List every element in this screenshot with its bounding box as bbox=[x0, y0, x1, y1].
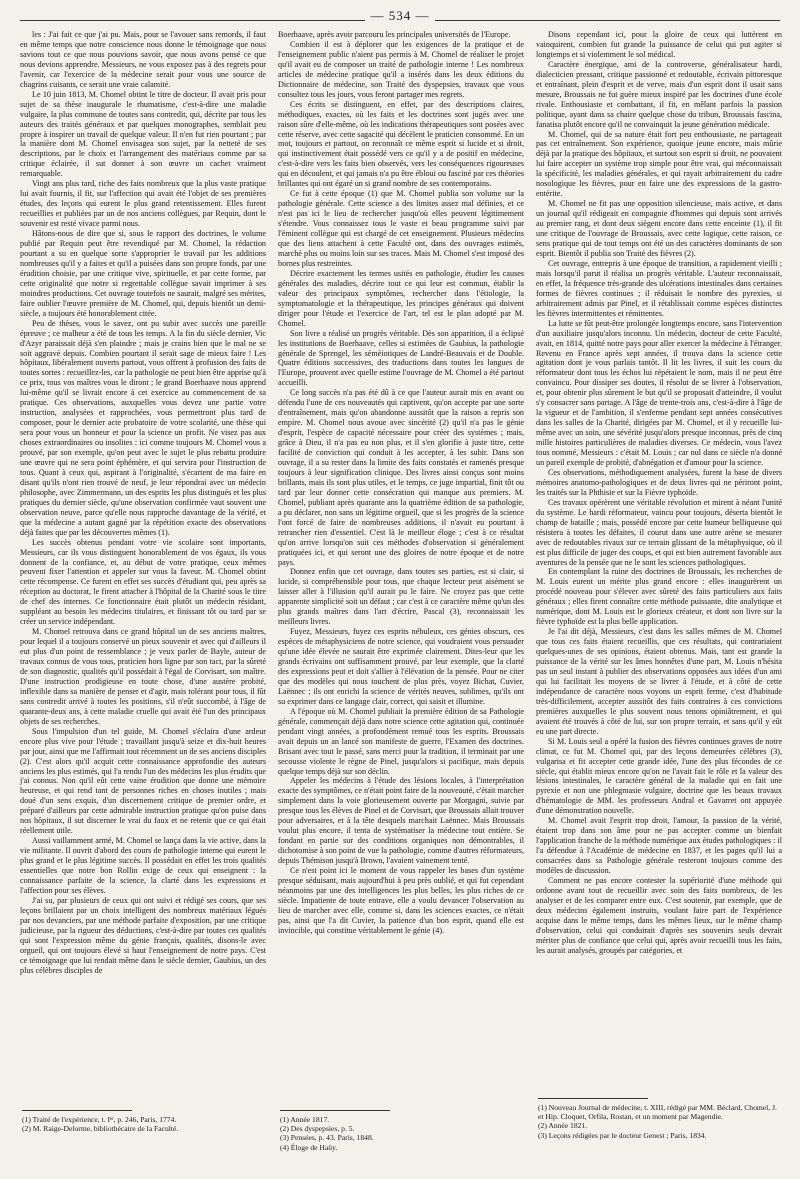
footnote: (1) Nouveau Journal de médecine, t. XIII, rédigé par MM. Béclard, Chomel, J. et Hip. Cloquet, Orfila, Rostan, et un moment par Magendie. bbox=[538, 1103, 777, 1122]
paragraph: Caractère énergique, ami de la controverse, généralisateur hardi, dialecticien pressant, critique passionné et redoutable, écrivain pittoresque et entraînant, plein d'esprit et de verve, mais d'un esprit dont il usait sans mesure, Broussais ne fut guère mieux inspiré par les doctrines d'une école rivale. Enthousiaste et combattant, il fit, en mêlant parfois la passion politique, ayant dans sa chaire quelque chose du tribun, Broussais fascina, fanatisa plutôt encore qu'il ne convainquit la jeune génération médicale. bbox=[536, 59, 782, 129]
paragraph: Hâtons-nous de dire que si, sous le rapport des doctrines, le volume publié par Requin peut être revendiqué par M. Chomel, la rédaction pourtant a su en quelque sorte s'approprier le travail par les additions nombreuses qu'il y a faites et qu'il a puisées dans son propre fonds, par une érudition choisie, par une critique vive, spirituelle, et par cette forme, par cette originalité que notre si regrettable collègue savait imprimer à ses moindres productions. Cet ouvrage toutefois ne saurait, malgré ses mérites, faire oublier l'œuvre première de M. Chomel, qui, depuis bientôt un demi-siècle, a toujours été honorablement citée. bbox=[20, 229, 266, 318]
paragraph: Boerhaave, après avoir parcouru les principales universités de l'Europe. bbox=[278, 30, 511, 39]
paragraph: Sous l'impulsion d'un tel guide, M. Chomel s'éclaira d'une ardeur encore plus vive pour l'étude ; travaillant jusqu'à seize et dix-huit heures par jour, ainsi que me l'affirmait tout récemment un de ses anciens disciples (2). C'est alors qu'il acquit cette connaissance approfondie des auteurs anciens les plus estimés, qui l'a rendu l'un des médecins les plus érudits que j'ai connus. Non qu'il eût cette vaine érudition que donne une mémoire heureuse, et qui rend tant de personnes riches en choses inutiles ; mais doué d'un sens exquis, d'un discernement critique de premier ordre, et préparé d'ailleurs par cette admirable instruction pratique qu'on puise dans nos hôpitaux, il sut discerner le vrai du faux et ne retenir que ce qui était réellement utile. bbox=[20, 726, 266, 836]
header-rule-left bbox=[20, 20, 365, 21]
footnote: (4) Éloge de Haüy. bbox=[280, 1142, 338, 1152]
paragraph: Donnez enfin que cet ouvrage, dans toutes ses parties, est si clair, si lucide, si compréhensible pour tous, que chaque lecteur peut aisément se laisser aller à l'illusion qu'il aurait pu le faire. Ne croyez pas que cette apparente simplicité soit un défaut ; car c'est à ce caractère même qu'un des plus grands maîtres dans l'art d'écrire, Pascal (3), reconnaissait les meilleurs livres. bbox=[278, 567, 524, 627]
paragraph: Ce fut à cette époque (1) que M. Chomel publia son volume sur la pathologie générale. Cette science a des limites assez mal définies, et ce n'est pas ici le lieu de rechercher jusqu'où elles peuvent légitimement s'étendre. Vous connaissez tous le vaste et beau programme suivi par l'éminent collègue qui est chargé de cet enseignement. Plusieurs médecins que des liens attachent à cette Faculté ont, dans des ouvrages estimés, marché plus ou moins loin sur ses traces. Mais M. Chomel s'est imposé des bornes plus restreintes. bbox=[278, 189, 524, 268]
paragraph: Ce n'est point ici le moment de vous rappeler les bases d'un système presque séduisant, mais aujourd'hui à peu près oublié, et qui fut cependant néanmoins par une des intelligences les plus belles, les plus riches de ce siècle. Impatiente de toute entrave, elle a voulu devancer l'observation au lieu de marcher avec elle, comme si, dans les sciences exactes, ce n'était pas, ainsi que l'a dit Cuvier, la patience d'un bon esprit, quand elle est invincible, qui constitue véritablement le génie (4). bbox=[278, 866, 524, 935]
footnotes-column-3 bbox=[538, 1098, 778, 1140]
paragraph: La lutte se fût peut-être prolongée longtemps encore, sans l'intervention d'un auxiliaire jusqu'alors inconnu. Un médecin, docteur de cette Faculté, avait, en 1814, quitté notre pays pour aller exercer la médecine à l'étranger. Revenu en France après sept années, il trouva dans la science cette agitation dont je vous parlais tantôt. Il lit les livres, il suit les cours du réformateur dont tous les échos lui répétaient le nom, mais il ne peut être convaincu. Pour dissiper ses doutes, il résolut de se livrer à l'observation, et, pour obtenir plus sûrement le but qu'il se proposait d'atteindre, il voulut s'y consacrer sans partage. A l'âge de trente-trois ans, c'est-à-dire à l'âge de la vigueur et de l'ambition, il s'enferme pendant sept années consécutives dans les salles de la Charité, dirigées par M. Chomel, et il y recueille lui-même avec un soin, une sévérité jusqu'alors presque inconnus, près de cinq mille histoires particulières de maladies diverses. Ce médecin, vous l'avez tous nommé, Messieurs : c'était M. Louis ; car nul dans ce siècle n'a donné un pareil exemple de probité, d'abnégation et d'amour pour la science. bbox=[536, 318, 782, 467]
text-column-1 bbox=[20, 30, 266, 976]
paragraph: M. Chomel avait l'esprit trop droit, l'amour, la passion de la vérité, étaient trop dans son âme pour ne pas accepter comme un bienfait l'application franche de la méthode numérique aux études pathologiques : il l'a défendue à l'Académie de médecine en 1837, et les pages qu'il lui a consacrées dans sa Pathologie générale resteront toujours comme des modèles de discussion. bbox=[536, 816, 782, 876]
paragraph: Je l'ai dit déjà, Messieurs, c'est dans les salles mêmes de M. Chomel que tous ces faits étaient recueillis, que ces résultats, qui contrariaient quelques-unes de ses opinions, étaient obtenus. Mais, tant est grande la puissance de la vérité sur les âmes honnêtes d'une part, M. Louis n'hésita pas un seul instant à publier des observations opposées aux idées d'un ami qui lui facilitait les moyens de se livrer à l'étude, et à côté de cette indépendance de caractère nous voyons un esprit ferme, c'est d'habitude très-difficilement, accepter aussitôt des faits contraires à ces convictions premières auxquelles le plus souvent nous tenons opiniâtrement, et qui avaient été trouvés à côté de lui, sur son propre terrain, et sans qu'il y eût eu une part directe. bbox=[536, 627, 782, 736]
paragraph: Fuyez, Messieurs, fuyez ces esprits nébuleux, ces génies obscurs, ces espèces de métaphysiciens de notre science, qui voudraient vous persuader qu'une idée élevée ne saurait être exprimée clairement. Dites-leur que les grands écrivains ont suffisamment prouvé, par leur exemple, que la clarté des expressions peut et doit s'allier à l'élévation de la pensée. Pour ne citer que des modèles qui nous touchent de plus près, voyez Bichat, Cuvier, Laënnec ; ils ont enrichi la science de vérités neuves, sublimes, qu'ils ont su exprimer dans ce langage clair, correct, qui saisit et illumine. bbox=[278, 627, 524, 706]
footnote: (2) M. Raige-Delorme, bibliothécaire de la Faculté. bbox=[22, 1124, 179, 1134]
text-column-3 bbox=[536, 30, 782, 956]
paragraph: Son livre a réalisé un progrès véritable. Dès son apparition, il a éclipsé les institutions de Boerhaave, celles si estimées de Gaubius, la pathologie générale de Sprengel, les séméiotiques de Landré-Beauvais et de Double. Quatre éditions successives, des traductions dans toutes les langues de l'Europe, prouvent avec quelle estime l'ouvrage de M. Chomel a été partout accueilli. bbox=[278, 328, 524, 388]
footnote-rule bbox=[22, 1110, 132, 1111]
paragraph: Disons cependant ici, pour la gloire de ceux qui luttèrent en vainquirent, combien fut grande la puissance de celui qui put agiter si longtemps et si violemment le sol médical. bbox=[536, 30, 782, 59]
paragraph: Aussi vaillamment armé, M. Chomel se lança dans la vie active, dans la vie militante. Il ouvrit d'abord des cours de pathologie interne qui eurent le plus grand et le plus légitime succès. Il possédait en effet les trois qualités essentielles que notre bon Rollin exige de ceux qui enseignent : la connaissance parfaite de la science, la clarté dans les expressions et l'affection pour ses élèves. bbox=[20, 836, 266, 895]
paragraph: M. Chomel ne fit pas une opposition silencieuse, mais active, et dans un journal qu'il rédigeait en compagnie d'hommes qui depuis sont arrivés au premier rang, et dont deux siègent encore dans cette enceinte (1), il fit une critique de l'ouvrage de Broussais, avec cette logique, cette raison, ce sens pratique qui de tout temps ont été un des caractères dominants de son esprit. Bientôt il publia son Traité des fièvres (2). bbox=[536, 199, 782, 258]
footnotes-column-1 bbox=[22, 1110, 262, 1133]
paragraph: Ces travaux opérèrent une véritable révolution et mirent à néant l'unité du système. Le hardi réformateur, vaincu pour toujours, déserta bientôt le champ de bataille ; mais, possédé encore par cette humeur belliqueuse qui résistera à toutes les défaites, il courut dans une autre arène se mesurer avec de redoutables rivaux sur ce terrain glissant de la métaphysique, où il est plus difficile de juger des coups, et qui est bien autrement favorable aux aventures de la pensée que ne le sont les sciences pathologiques. bbox=[536, 497, 782, 567]
paragraph: Comment ne pas encore contester la supériorité d'une méthode qui ordonne avant tout de recueillir avec soin des faits nombreux, de les analyser et de les comparer entre eux. C'est soutenir, par exemple, que de deux médecins également instruits, voulant faire part de l'expérience acquise dans le même temps, dans les mêmes lieux, sur le même champ d'observation, celui qui conduirait d'après ses souvenirs seuls devrait mériter plus de confiance que celui qui, après avoir recueilli tous les faits, les aurait analysés, groupés par catégories, et bbox=[536, 876, 782, 955]
paragraph: Peu de thèses, vous le savez, ont pu subir avec succès une pareille épreuve ; ce malheur a été de tous les temps. A la fin du siècle dernier, Vic d'Azyr paraissait déjà s'en plaindre ; mais je crains bien que le mal ne se soit aggravé depuis. Combien pourtant il serait sage de mieux faire ! Les hôpitaux, libéralement ouverts partout, vous offrent à profusion des faits de toutes sortes : recueillez-les, car la pathologie ne peut bien être apprise qu'à ce prix, tous vos maîtres vous le diront ; le grand Boerhaave nous apprend lui-même qu'il se livrait encore à cet exercice au commencement de sa pratique. Ces observations, auxquelles vous devez une partie votre instruction, analysées et rapprochées, vous permettront plus tard de composer, pour le dernier acte probatoire de votre scolarité, une thèse qui sera pour vous un honneur et pour la science un profit. Ne visez pas aux choses extraordinaires ou insolites : ici comme toujours M. Chomel vous a prouvé, par son exemple, qu'on peut avec le sujet le plus rebattu produire une œuvre qui ne sera point éphémère, et qui servira pour l'instruction de tous. Quant à ceux qui, aspirant à l'originalité, s'écartent de ma faire en disant qu'ils n'ont rien trouvé de neuf, je leur répondrai avec un médecin philosophe, avec Zimmermann, un des esprits les plus distingués et les plus pratiques du dernier siècle, qu'une observation confirmée vaut souvent une observation neuve, parce qu'elle nous rapproche davantage de la vérité, et que la médecine a autant gagné par la répétition exacte des observations déjà faites que par les découvertes mêmes (1). bbox=[20, 318, 266, 537]
paragraph: les : J'ai fait ce que j'ai pu. Mais, pour se l'avouer sans remords, il faut en même temps que notre conscience nous donne le témoignage que nous savions tout ce que nous pouvions savoir, que nous avons pensé ce que nous devions apprendre. Messieurs, ne vous exposez pas à des regrets pour l'avenir, car l'exercice de la médecine serait pour vous une source de chagrins cuisants, ce serait une vraie calamité. bbox=[20, 30, 266, 89]
paragraph: Vingt ans plus tard, riche des faits nombreux que la plus vaste pratique lui avait fournis, il fit, sur l'affection qui avait été l'objet de ses premières études, des leçons qui eurent le plus grand retentissement. Elles furent recueillies et publiées par un de nos anciens collègues, par Requin, dont le souvenir est resté vivace parmi nous. bbox=[20, 179, 266, 229]
paragraph: Décrire exactement les termes usités en pathologie, étudier les causes générales des maladies, décrire tout ce qui leur est commun, établir la valeur des principaux symptômes, rechercher dans l'étiologie, la symptomatologie et la thérapeutique, les principes généraux qui doivent diriger pour l'étude et l'exercice de l'art, tel est le plan adopté par M. Chomel. bbox=[278, 268, 524, 328]
paragraph: Appeler les médecins à l'étude des lésions locales, à l'interprétation exacte des symptômes, ce n'était point faire de la nouveauté, c'était marcher simplement dans la voie glorieusement ouverte par Morgagni, suivie par presque tous les élèves de Pinel et de Corvisart, que Broussais allait trouver pour adversaires, et à la tête desquels marchait Laënnec. Mais Broussais voulut plus encore, il tenta de systématiser la médecine tout entière. Se fondant en partie sur des conditions organiques non démontrables, il dichotomise à son point de vue la pathologie, comme d'autres réformateurs, depuis Thémison jusqu'à Brown, l'avaient vainement tenté. bbox=[278, 776, 524, 866]
footnote-rule bbox=[280, 1110, 390, 1111]
footnotes-column-2 bbox=[280, 1110, 520, 1152]
footnote: (1) Traité de l'expérience, t. Iᵉʳ, p. 246, Paris, 1774. bbox=[22, 1115, 177, 1124]
paragraph: Les succès obtenus pendant votre vie scolaire sont importants, Messieurs, car ils vous distinguent honorablement de vos égaux, ils vous donnent de la confiance, et, au début de votre pratique, ceux mêmes peuvent fixer l'attention et appeler sur vous la faveur. M. Chomel obtint cette récompense. Ce furent en effet ses succès d'étudiant qui, peu après sa réception au doctorat, le firent attacher à l'hôpital de la Charité sous le titre de chef des internes. Ce fonctionnaire était plutôt un médecin résidant, suppléant au besoin les médecins titulaires, et finissant tôt ou tard par se créer un service indépendant. bbox=[20, 537, 266, 627]
footnote: (3) Leçons rédigées par le docteur Genest ; Paris, 1834. bbox=[538, 1130, 707, 1140]
paragraph: En contemplant la ruine des doctrines de Broussais, les recherches de M. Louis eurent un mérite plus grand encore : elles inaugurèrent un procédé nouveau pour s'élever avec sûreté des faits particuliers aux faits généraux ; elles firent connaître cette méthode puissante, dite analytique et numérique, dont M. Louis est le glorieux créateur, et dont son livre sur la fièvre typhoïde est la plus belle application. bbox=[536, 567, 782, 627]
paragraph: Ce long succès n'a pas été dû à ce que l'auteur aurait mis en avant ou défendu l'une de ces nouveautés qui captivent, qu'on accepte par une sorte d'entraînement, mais qu'on abandonne aussitôt que la raison a repris son empire. M. Chomel nous avoue avec sincérité (2) qu'il n'a pas le génie d'esprit, l'espèce de capacité nécessaire pour créer des systèmes ; mais, grâce à Dieu, il n'a pas eu non plus, et il s'en glorifie à juste titre, cette facilité de conviction qui conduit à les accepter, à les subir. Dans son ouvrage, il a su rester dans la limite des faits constatés et ramenés presque toujours à leur signification clinique. Des livres ainsi conçus sont moins brillants, mais ils sont plus utiles, et le temps, ce juge impartial, finit tôt ou tard par leur donner cette consécration qui manque aux premiers. M. Chomel, publiant après quarante ans la quatrième édition de sa pathologie, a pu déclarer, non sans un légitime orgueil, que si les progrès de la science l'ont forcé de faire de nombreuses additions, il n'avait eu pourtant à retrancher rien d'essentiel. C'est là le meilleur éloge ; c'est à ce résultat qu'on arrive lorsqu'on suit ces méthodes d'observation si généralement pratiquées ici, et qui seront une des gloires de notre époque et de notre pays. bbox=[278, 388, 524, 567]
footnote: (1) Année 1817. bbox=[280, 1115, 330, 1124]
paragraph: Ces écrits se distinguent, en effet, par des descriptions claires, méthodiques, exactes, où les faits et les doctrines sont jugés avec une raison sûre d'elle-même, où les indications thérapeutiques sont posées avec cette réserve, avec cette sagacité qui décèlent le praticien consommé. En un mot, toujours et partout, on reconnaît ce même esprit si lucide et si droit, qui instinctivement était possédé vers ce qu'il y a de positif en médecine, c'est-à-dire vers les faits bien observés, vers les conséquences rigoureuses qui en découlent, et qui jamais n'a pu être ébloui ou fasciné par ces théories brillantes qui ont égaré un si grand nombre de ses contemporains. bbox=[278, 99, 524, 189]
paragraph: Combien il est à déplorer que les exigences de la pratique et de l'enseignement public n'aient pas permis à M. Chomel de réaliser le projet qu'il avait eu de composer un traité de pathologie interne ! Les nombreux articles de médecine pratique qu'il a insérés dans les deux éditions du Dictionnaire de médecine, son Traité des dyspepsies, travaux que vous consultez tous les jours, vous feront partager mes regrets. bbox=[278, 39, 524, 99]
text-column-2 bbox=[278, 30, 524, 936]
paragraph: Cet ouvrage, entrepris à une époque de transition, a rapidement vieilli ; mais lorsqu'il parut il réalisa un progrès véritable. L'auteur reconnaissait, en effet, la fréquence très-grande des ulcérations intestinales dans certaines formes de fièvres continues ; il réduisait le nombre des pyrexies, si arbitrairement admis par Pinel, et il rétablissait comme espèces distinctes les fièvres intermittentes et rémittentes. bbox=[536, 258, 782, 318]
paragraph: M. Chomel retrouva dans ce grand hôpital un de ses anciens maîtres, pour lequel il a toujours conservé un pieux souvenir et avec qui d'ailleurs il eut plus d'un point de ressemblance ; je veux parler de Bayle, auteur de travaux connus de vous tous, praticien hors ligne par son tact, par la sûreté de son diagnostic, qualités qu'il possédait à l'égal de Corvisart, son maître. D'une instruction prodigieuse en toute chose, d'une austère probité, inflexible dans sa manière de penser et d'agir, mais tolérant pour tous, il fût sans contredit arrivé à toutes les positions, s'il n'eût succombé, à l'âge de quarante-deux ans, à cette maladie cruelle qui avait été l'un des principaux objets de ses recherches. bbox=[20, 627, 266, 726]
footnote: (2) Des dyspepsies, p. 5. bbox=[280, 1124, 355, 1134]
paragraph: Ces observations, méthodiquement analysées, furent la base de divers mémoires anatomo-pathologiques et de deux livres qui ne périront point, les traités sur la Phthisie et sur la Fièvre typhoïde. bbox=[536, 467, 782, 497]
paragraph: M. Chomel, qui de sa nature était fort peu enthousiaste, ne partageait pas cet entraînement. Son expérience, quoique jeune encore, mais mûrie déjà par la pratique des hôpitaux, et surtout son esprit si droit, ne pouvaient lui faire accepter un système trop simple pour être vrai, qui méconnaissait la spécificité, les maladies générales, et qui rayait arbitrairement du cadre nosologique les fièvres, pour en faire une des expressions de la gastro-entérite. bbox=[536, 129, 782, 199]
header-rule-right bbox=[435, 20, 780, 21]
page-number: — 534 — bbox=[370, 8, 430, 23]
paragraph: A l'époque où M. Chomel publiait la première édition de sa Pathologie générale, commençait déjà dans notre science cette agitation qui, continuée pendant vingt années, a profondément remué tous les esprits. Broussais avait depuis un an lancé son manifeste de guerre, l'Examen des doctrines. Brisant avec tout le passé, sans merci pour la tradition, il terminait par une secousse violente le règne de Pinel, jusqu'alors si pacifique, mais depuis quelque temps déjà sur son déclin. bbox=[278, 706, 524, 776]
paragraph: J'ai su, par plusieurs de ceux qui ont suivi et rédigé ses cours, que ses leçons brillaient par un choix intelligent des nombreux matériaux légués par nos devanciers, par une méthode parfaite d'exposition, par une critique judicieuse, par la rigueur des déductions, c'est-à-dire par toutes ces qualités qui sont l'expression même du génie français, qualités, disons-le avec orgueil, qui ont toujours élevé si haut l'enseignement de notre pays. C'est ce témoignage que lui rendait même dans le siècle dernier, Gaubius, un des plus célèbres disciples de bbox=[20, 895, 266, 975]
footnote: (3) Pensées, p. 43. Paris, 1848. bbox=[280, 1133, 374, 1143]
footnote: (2) Année 1821. bbox=[538, 1121, 588, 1131]
footnote-rule bbox=[538, 1098, 648, 1099]
paragraph: Le 10 juin 1813, M. Chomel obtint le titre de docteur. Il avait pris pour sujet de sa thèse inaugurale le rhumatisme, c'est-à-dire une maladie vulgaire, la plus commune de toutes sans contredit, qui, décrite par tous les auteurs des traités généraux et par quelques monographes, semblait peu propre à inspirer un travail de quelque valeur. Il n'en fut rien pourtant ; par la manière dont M. Chomel envisagea son sujet, par la netteté de ses descriptions, par le choix et l'arrangement des matériaux comme par sa critique éclairée, il sut donner à son œuvre un cachet vraiment remarquable. bbox=[20, 89, 266, 179]
paragraph: Si M. Louis seul a opéré la fusion des fièvres continues graves de notre climat, ce fut M. Chomel qui, par des leçons demeurées célèbres (3), vulgarisa et fit accepter cette grande idée, l'une des plus fécondes de ce siècle, qui établit mieux encore qu'on ne l'avait fait le rôle et la valeur des lésions intestinales, le caractère général de la maladie qui en fait une pyrexie et non une phlegmasie vulgaire, doctrine que les beaux travaux d'hématologie de MM. les professeurs Andral et Gavarret ont appuyée d'une démonstration nouvelle. bbox=[536, 736, 782, 816]
